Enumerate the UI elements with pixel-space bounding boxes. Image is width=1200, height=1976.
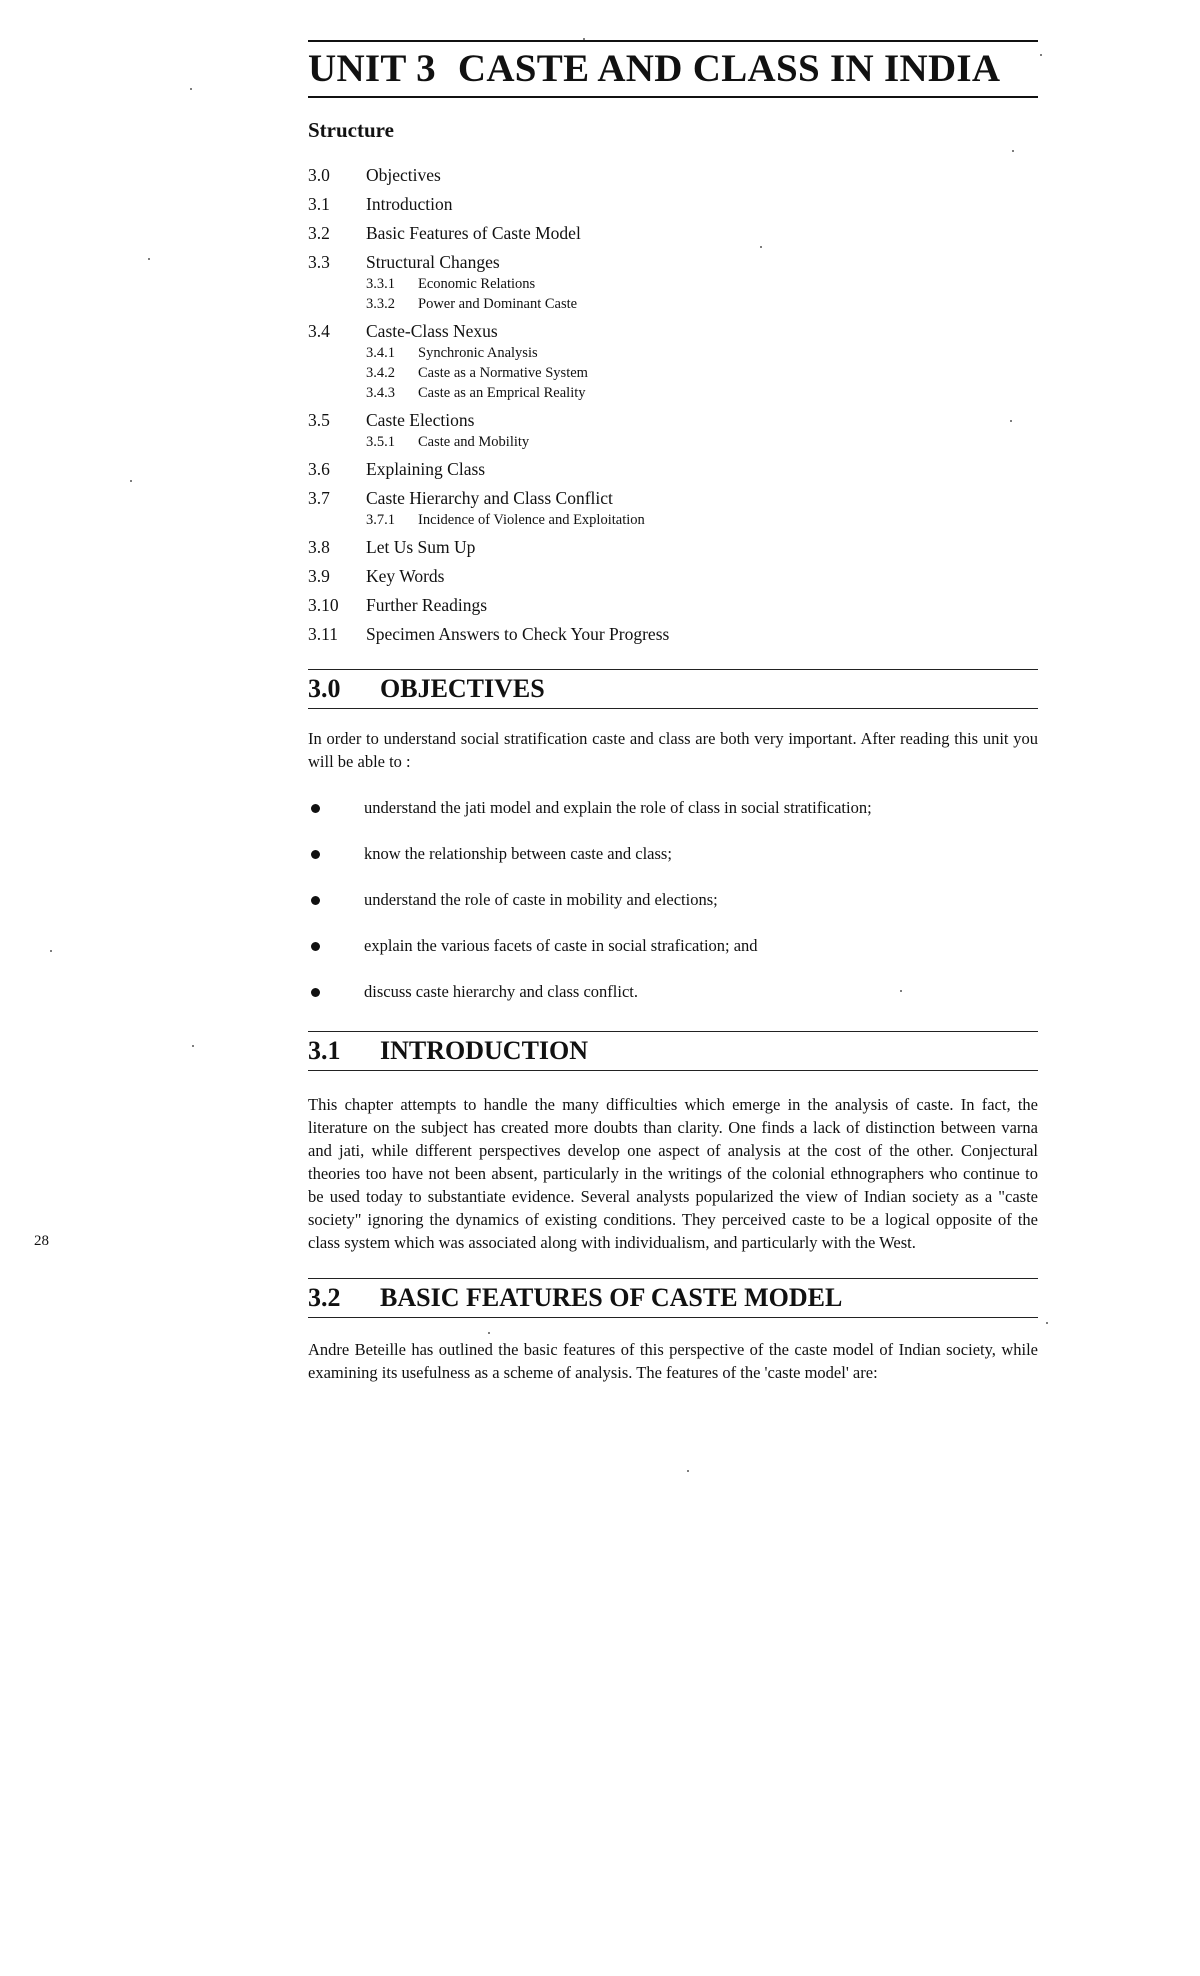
toc-subitem-label: Power and Dominant Caste [418, 296, 578, 312]
toc-subitem [308, 382, 1038, 402]
scan-speck [130, 480, 132, 482]
list-item [308, 935, 1038, 981]
toc-subitem [308, 293, 1038, 313]
bullet-icon [308, 843, 364, 889]
toc-subitem-label: Caste and Mobility [418, 434, 530, 450]
toc-item [308, 480, 1038, 509]
toc-item-label: Caste Elections [366, 410, 475, 430]
toc-subitem-number: 3.4.2 [366, 365, 395, 381]
toc-subitem [308, 273, 1038, 293]
section-title [308, 1032, 1038, 1070]
section-objectives [308, 669, 1038, 709]
section-introduction [308, 1031, 1038, 1071]
list-item [308, 797, 1038, 843]
section-title-text: INTRODUCTION [380, 1036, 589, 1065]
section-bottom-rule [308, 708, 1038, 709]
section-bottom-rule [308, 1070, 1038, 1071]
toc-item-number: 3.2 [308, 223, 330, 243]
scan-speck [148, 258, 150, 260]
toc-subitem-label: Incidence of Violence and Exploitation [418, 512, 645, 528]
section-number: 3.2 [308, 1283, 341, 1312]
toc-item-number: 3.0 [308, 165, 330, 185]
scan-speck [190, 88, 192, 90]
toc-item-label: Caste-Class Nexus [366, 321, 498, 341]
toc-item-number: 3.10 [308, 595, 339, 615]
toc-item-label: Introduction [366, 194, 453, 214]
section-basic-features [308, 1278, 1038, 1318]
toc-item-number: 3.8 [308, 537, 330, 557]
section-title [308, 1279, 1038, 1317]
toc-item [308, 529, 1038, 558]
bullet-icon [308, 797, 364, 843]
page-content [308, 40, 1038, 1384]
toc-item [308, 558, 1038, 587]
toc-item-label: Key Words [366, 566, 445, 586]
toc-item [308, 313, 1038, 342]
basic-features-paragraph: Andre Beteille has outlined the basic features of this perspective of the caste model of Indian society, while examining its usefulness as a scheme of analysis. The features of the 'caste model' are: [308, 1340, 1038, 1382]
toc-item-number: 3.1 [308, 194, 330, 214]
bullet-text: know the relationship between caste and class; [364, 844, 672, 863]
objectives-list [308, 797, 1038, 1027]
bullet-icon [308, 981, 364, 1027]
scan-speck [50, 950, 52, 952]
toc-subitem-label: Synchronic Analysis [418, 345, 538, 361]
scan-speck [760, 246, 762, 248]
bullet-text: discuss caste hierarchy and class conflict. [364, 982, 638, 1001]
toc-subitem [308, 431, 1038, 451]
toc-item [308, 402, 1038, 431]
section-title [308, 670, 1038, 708]
list-item [308, 843, 1038, 889]
toc-item-label: Basic Features of Caste Model [366, 223, 581, 243]
unit-number: UNIT 3 [308, 47, 436, 90]
toc-item-label: Objectives [366, 165, 441, 185]
table-of-contents [308, 157, 1038, 645]
introduction-paragraph: This chapter attempts to handle the many difficulties which emerge in the analysis of caste. In fact, the literature on the subject has created more doubts than clarity. One finds a lack of distinction between varna and jati, while different perspectives develop one aspect of analysis at the cost of the other. Conjectural theories too have not been absent, particularly in the writings of the colonial ethnographers who continue to be used today to substantiate evidence. Several analysts popularized the view of Indian society as a "caste society" ignoring the dynamics of existing conditions. They perceived caste to be a logical opposite of the class system which was associated along with individualism, and particularly with the West. [308, 1095, 1038, 1252]
toc-item [308, 616, 1038, 645]
toc-item [308, 215, 1038, 244]
scan-speck [488, 1332, 490, 1334]
scan-speck [1010, 420, 1012, 422]
toc-item-number: 3.3 [308, 252, 330, 272]
title-bottom-rule [308, 96, 1038, 98]
scan-speck [1046, 1322, 1048, 1324]
unit-title [308, 46, 1038, 92]
toc-item-number: 3.9 [308, 566, 330, 586]
toc-subitem-number: 3.4.1 [366, 345, 395, 361]
list-item [308, 889, 1038, 935]
toc-subitem [308, 362, 1038, 382]
page-number: 28 [34, 1233, 49, 1249]
scan-speck [1040, 54, 1042, 56]
toc-subitem [308, 509, 1038, 529]
bullet-icon [308, 935, 364, 981]
toc-subitem-number: 3.4.3 [366, 385, 395, 401]
toc-subitem-number: 3.7.1 [366, 512, 395, 528]
toc-subitem-label: Caste as an Emprical Reality [418, 385, 586, 401]
toc-item-number: 3.7 [308, 488, 330, 508]
toc-item [308, 587, 1038, 616]
toc-subitem-label: Economic Relations [418, 276, 536, 292]
title-top-rule [308, 40, 1038, 42]
scan-speck [192, 1045, 194, 1047]
toc-item-number: 3.11 [308, 624, 338, 644]
toc-item-label: Further Readings [366, 595, 488, 615]
toc-item [308, 451, 1038, 480]
bullet-text: explain the various facets of caste in social strafication; and [364, 936, 758, 955]
toc-item-number: 3.5 [308, 410, 330, 430]
section-title-text: OBJECTIVES [380, 674, 545, 703]
section-title-text: BASIC FEATURES OF CASTE MODEL [380, 1283, 843, 1312]
toc-subitem [308, 342, 1038, 362]
toc-subitem-number: 3.3.1 [366, 276, 395, 292]
toc-item-number: 3.6 [308, 459, 330, 479]
toc-item-label: Structural Changes [366, 252, 500, 272]
structure-heading: Structure [308, 118, 394, 142]
toc-item-label: Explaining Class [366, 459, 486, 479]
toc-item-label: Let Us Sum Up [366, 537, 476, 557]
toc-subitem-number: 3.3.2 [366, 296, 395, 312]
bullet-text: understand the role of caste in mobility and elections; [364, 890, 718, 909]
toc-item-number: 3.4 [308, 321, 330, 341]
list-item [308, 981, 1038, 1027]
toc-item-label: Caste Hierarchy and Class Conflict [366, 488, 613, 508]
scan-speck [900, 990, 902, 992]
scan-speck [1012, 150, 1014, 152]
bullet-text: understand the jati model and explain the role of class in social stratification; [364, 798, 872, 817]
toc-item [308, 186, 1038, 215]
section-bottom-rule [308, 1317, 1038, 1318]
toc-subitem-number: 3.5.1 [366, 434, 395, 450]
scan-speck [687, 1470, 689, 1472]
toc-item [308, 157, 1038, 186]
toc-item [308, 244, 1038, 273]
toc-item-label: Specimen Answers to Check Your Progress [366, 624, 670, 644]
scan-speck [583, 38, 585, 40]
section-number: 3.0 [308, 674, 341, 703]
bullet-icon [308, 889, 364, 935]
objectives-intro: In order to understand social stratification caste and class are both very important. After reading this unit you will be able to : [308, 729, 1038, 771]
toc-subitem-label: Caste as a Normative System [418, 365, 588, 381]
unit-title-text: CASTE AND CLASS IN INDIA [457, 47, 1001, 90]
section-number: 3.1 [308, 1036, 341, 1065]
